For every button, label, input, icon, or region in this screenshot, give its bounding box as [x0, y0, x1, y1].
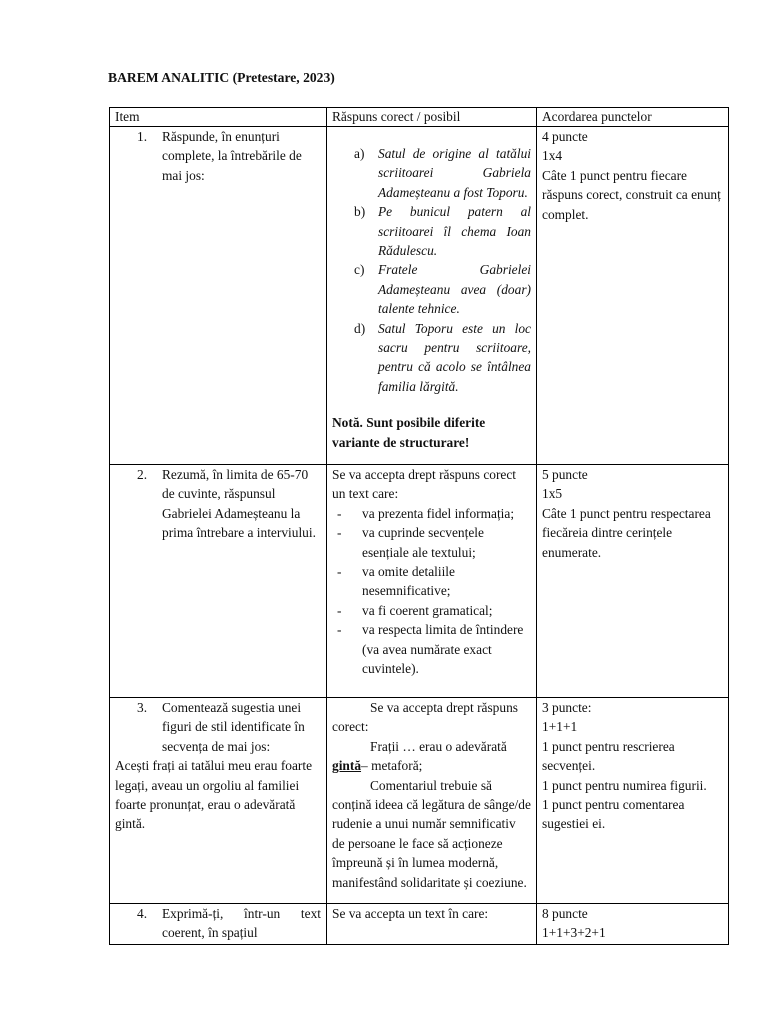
answer-suffix: – metaforă; [361, 758, 423, 774]
points-cell [537, 465, 729, 698]
item-text: Rezumă, în limita de 65-70 de cuvinte, răspunsul Gabrielei Adameșteanu la prima întrebare a interviului. [162, 467, 316, 541]
note-text: Notă. Sunt posibile diferite variante de structurare! [332, 415, 486, 450]
answer-letter: a) [354, 146, 365, 161]
list-item [354, 202, 531, 260]
table-header-row [110, 108, 729, 127]
points-description: 1 punct pentru rescrierea secvenței. [542, 738, 675, 774]
criteria-text: va fi coerent gramatical; [362, 602, 493, 618]
list-item [332, 601, 531, 620]
dash-marker: - [337, 505, 342, 521]
points-description: Câte 1 punct pentru respectarea fiecăreia dintre cerințele enumerate. [542, 505, 711, 560]
points-description: 1 punct pentru numirea figurii. [542, 777, 707, 793]
item-number: 3. [137, 700, 148, 715]
table-row [110, 127, 729, 465]
answer-cell [327, 698, 537, 904]
item-text: Comentează sugestia unei figuri de stil identificate în secvența de mai jos: [162, 700, 305, 754]
item-number: 2. [137, 467, 148, 482]
answer-cell [327, 904, 537, 945]
header-answer: Răspuns corect / posibil [327, 108, 537, 127]
criteria-text: va respecta limita de întindere (va avea numărate exact cuvintele). [362, 622, 524, 677]
item-text: Exprimă-ți, într-un text coerent, în spațiul [162, 906, 321, 941]
item-cell [110, 127, 327, 465]
barem-table [109, 107, 729, 945]
points-total: 3 puncte: [542, 700, 592, 715]
points-cell [537, 698, 729, 904]
answer-intro: Se va accepta drept răspuns corect: [332, 700, 518, 735]
criteria-text: va cuprinde secvențele esențiale ale textului; [362, 525, 484, 560]
answer-text: Satul Toporu este un loc sacru pentru scriitoare, pentru că acolo se întâlnea familia lărgită. [378, 320, 531, 394]
points-formula: 1x4 [542, 148, 563, 164]
dash-marker: - [337, 525, 342, 541]
item-cell [110, 698, 327, 904]
quote-text: Acești frați ai tatălui meu erau foarte legați, aveau un orgoliu al familiei foarte pronunțat, erau o adevărată gintă. [115, 758, 313, 832]
item-text: Răspunde, în enunțuri complete, la întrebările de mai jos: [162, 129, 302, 183]
points-formula: 1x5 [542, 486, 563, 502]
answer-letter: c) [354, 262, 365, 278]
points-cell [537, 904, 729, 945]
item-number: 1. [137, 129, 148, 144]
item-cell [110, 465, 327, 698]
table-row [110, 904, 729, 945]
list-item [332, 562, 531, 601]
answer-text: Satul de origine al tatălui scriitoarei Gabriela Adameșteanu a fost Toporu. [378, 146, 531, 200]
points-cell [537, 127, 729, 465]
answer-letter: b) [354, 204, 366, 220]
table-row [110, 465, 729, 698]
list-item [354, 319, 531, 397]
answer-letter: d) [354, 320, 366, 336]
points-formula: 1+1+1 [542, 719, 578, 735]
list-item [332, 504, 531, 523]
table-row [110, 698, 729, 904]
answer-intro: Se va accepta un text în care: [332, 906, 489, 921]
answer-text: Fratele Gabrielei Adameșteanu avea (doar) talente tehnice. [378, 262, 531, 317]
answer-text: Pe bunicul patern al scriitoarei îl chema Ioan Rădulescu. [378, 204, 531, 259]
list-item [332, 620, 531, 678]
list-item [354, 260, 531, 318]
answer-example [332, 737, 531, 776]
answer-keyword: gintă [332, 758, 362, 774]
list-item [354, 144, 531, 202]
criteria-text: va prezenta fidel informația; [362, 505, 515, 521]
answer-cell [327, 127, 537, 465]
answer-comment: Comentariul trebuie să conțină ideea că legătura de sânge/de rudenie a unui număr semnificativ de persoane le face să acționeze împreună și în lumea modernă, manifestând solidaritate și coeziune. [332, 777, 531, 890]
header-points: Acordarea punctelor [537, 108, 729, 127]
list-item [332, 523, 531, 562]
document-title: BAREM ANALITIC (Pretestare, 2023) [108, 70, 335, 85]
dash-marker: - [337, 602, 342, 618]
points-description: Câte 1 punct pentru fiecare răspuns corect, construit ca enunț complet. [542, 167, 721, 222]
points-total: 4 puncte [542, 129, 588, 144]
item-cell [110, 904, 327, 945]
points-description: 1 punct pentru comentarea sugestiei ei. [542, 797, 685, 832]
dash-marker: - [337, 622, 342, 638]
points-total: 5 puncte [542, 467, 588, 482]
points-total: 8 puncte [542, 906, 588, 921]
dash-marker: - [337, 564, 342, 580]
item-number: 4. [137, 906, 148, 921]
answer-prefix: Frații … erau o adevărată [370, 738, 507, 754]
answer-intro: Se va accepta drept răspuns corect un text care: [332, 467, 517, 502]
answer-cell [327, 465, 537, 698]
criteria-text: va omite detaliile nesemnificative; [362, 564, 455, 599]
answer-list [332, 144, 531, 396]
points-formula: 1+1+3+2+1 [542, 925, 606, 941]
criteria-list [332, 504, 531, 679]
header-item: Item [110, 108, 327, 127]
